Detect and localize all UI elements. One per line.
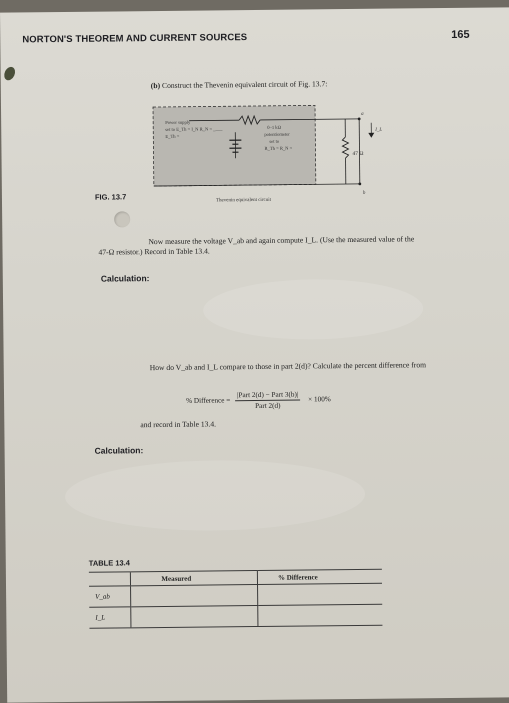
- table-header-blank: [89, 572, 131, 586]
- supply-label-3: E_Th =: [165, 134, 179, 139]
- cell-vab-measured[interactable]: [131, 584, 258, 606]
- page-number: 165: [451, 29, 469, 41]
- terminal-a-label: a: [361, 112, 364, 117]
- part-b-instruction: [151, 79, 328, 90]
- binder-hole: [114, 211, 130, 227]
- formula-denominator: Part 2(d): [235, 401, 300, 411]
- formula-lhs: % Difference =: [186, 396, 230, 404]
- current-label: I_L: [374, 128, 382, 133]
- part-b-text: Construct the Thevenin equivalent circuit of Fig. 13.7:: [162, 79, 328, 90]
- margin-ink-mark: [2, 65, 17, 82]
- measure-line-2: 47-Ω resistor.) Record in Table 13.4.: [98, 243, 468, 256]
- calculation-heading-2: Calculation:: [95, 445, 144, 456]
- cell-il-measured[interactable]: [131, 605, 258, 627]
- terminal-b-dot: [358, 182, 361, 185]
- record-instruction: and record in Table 13.4.: [140, 419, 216, 429]
- table-row: [89, 604, 382, 628]
- textbook-page: [0, 7, 509, 702]
- comparison-question: How do V_ab and I_L compare to those in part 2(d)? Calculate the percent difference from: [150, 360, 426, 372]
- part-b-label: (b): [151, 81, 160, 90]
- pot-label-3: set to: [269, 139, 280, 144]
- pot-label-2: potentiometer: [264, 132, 290, 137]
- table-header-difference: % Difference: [257, 569, 382, 584]
- measure-paragraph: [98, 234, 468, 257]
- table-header-measured: Measured: [131, 571, 258, 586]
- terminal-b-label: b: [363, 191, 366, 196]
- percent-difference-formula: [186, 390, 331, 411]
- table-title: TABLE 13.4: [89, 558, 130, 567]
- pot-label-1: 0–1 kΩ: [267, 125, 281, 130]
- current-arrow-head: [368, 133, 374, 138]
- pot-label-4: R_Th = R_N =: [264, 146, 292, 151]
- supply-label-1: Power supply: [165, 120, 191, 125]
- measure-line-1: Now measure the voltage V_ab and again compute I_L. (Use the measured value of the: [98, 234, 468, 247]
- results-table: [89, 569, 383, 629]
- supply-label-2: set to E_Th = I_N R_N = ____: [165, 126, 223, 132]
- row-label-il: I_L: [89, 607, 131, 628]
- formula-numerator: |Part 2(d) − Part 3(b)|: [235, 391, 300, 402]
- row-label-vab: V_ab: [89, 586, 131, 607]
- terminal-a-dot: [358, 117, 361, 120]
- chapter-title: NORTON'S THEOREM AND CURRENT SOURCES: [22, 32, 247, 45]
- figure-label: FIG. 13.7: [95, 192, 126, 201]
- table-row: [89, 583, 382, 607]
- cell-il-difference[interactable]: [258, 604, 383, 626]
- calculation-heading-1: Calculation:: [101, 273, 150, 284]
- load-resistor-symbol: [342, 137, 348, 158]
- circuit-caption: Thevenin equivalent circuit: [216, 198, 271, 204]
- formula-fraction: [235, 391, 300, 411]
- thevenin-circuit-diagram: [149, 96, 400, 204]
- cell-vab-difference[interactable]: [258, 583, 383, 605]
- formula-tail: × 100%: [308, 395, 331, 403]
- load-resistor-value: 47 Ω: [352, 151, 363, 157]
